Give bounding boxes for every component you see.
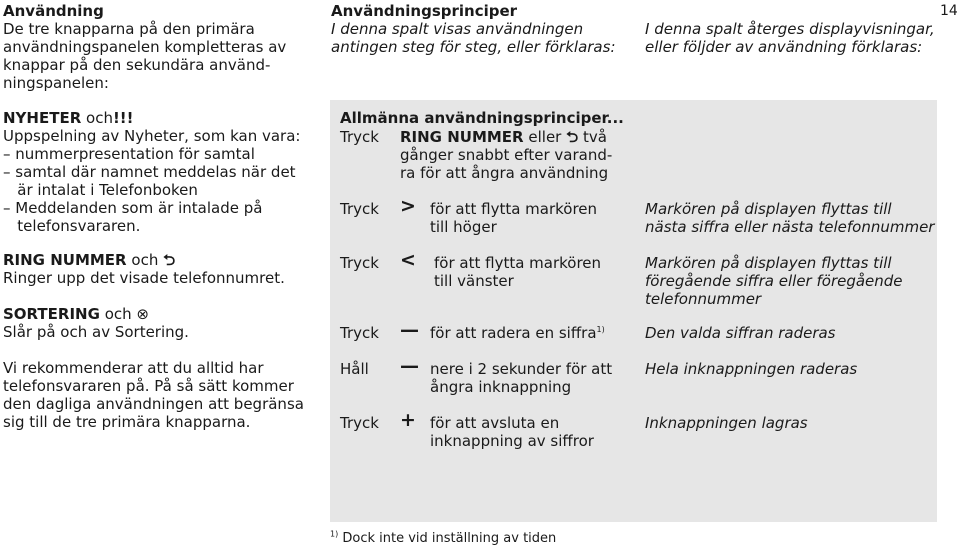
and-text: och <box>104 305 132 323</box>
ring-desc: Ringer upp det visade telefonnumret. <box>3 269 285 287</box>
right-arrow-icon: > <box>400 195 416 217</box>
result-line: nästa siffra eller nästa telefonnummer <box>645 218 935 236</box>
intro-line: användningspanelen kompletteras av <box>3 38 287 56</box>
result-line: föregående siffra eller föregående <box>645 272 903 290</box>
footnote-text: Dock inte vid inställning av tiden <box>342 531 557 546</box>
plus-key-icon: + <box>400 409 416 431</box>
row5-result: Hela inknappningen raderas <box>645 360 858 378</box>
row5-text <box>430 360 612 396</box>
sort-desc: Slår på och av Sortering. <box>3 323 189 341</box>
row-verb: Tryck <box>340 128 379 146</box>
row-verb: Tryck <box>340 414 379 432</box>
display-header <box>645 20 935 56</box>
row3-result <box>645 254 903 308</box>
redial-icon: ⮌ <box>163 251 176 269</box>
page-number: 14 <box>940 3 958 19</box>
row4-text <box>430 324 605 342</box>
intro-line: De tre knapparna på den primära <box>3 20 255 38</box>
recommend-line: telefonsvararen på. På så sätt kommer <box>3 377 294 395</box>
or-text: eller <box>528 128 562 146</box>
intro-line: knappar på den sekundära använd- <box>3 56 271 74</box>
sort-key: SORTERING <box>3 305 100 323</box>
row6-line: inknappning av siffror <box>430 432 594 450</box>
sort-section <box>3 305 323 341</box>
nyheter-item: telefonsvararen. <box>3 217 141 235</box>
nyheter-key: NYHETER <box>3 109 82 127</box>
principles-line: I denna spalt visas användningen <box>331 20 584 38</box>
result-line: Markören på displayen flyttas till <box>645 200 892 218</box>
section-title: Användning <box>3 2 104 20</box>
principles-line: antingen steg för steg, eller förklaras: <box>331 38 616 56</box>
and-text: och <box>86 109 113 127</box>
nyheter-section <box>3 109 323 235</box>
row3-line: till vänster <box>434 272 514 290</box>
left-column <box>3 2 323 92</box>
row2-line: för att flytta markören <box>430 200 598 218</box>
row2-text <box>430 200 597 236</box>
ring-key: RING NUMMER <box>400 128 524 146</box>
row5-line: ångra inknappning <box>430 378 572 396</box>
recommend-line: den dagliga användningen att begränsa <box>3 395 304 413</box>
result-line: Markören på displayen flyttas till <box>645 254 892 272</box>
row4-line: för att radera en siffra <box>430 324 597 342</box>
row-verb: Tryck <box>340 254 379 272</box>
row2-result <box>645 200 934 236</box>
row1-line: ra för att ångra användning <box>400 164 609 182</box>
redial-icon: ⮌ <box>566 128 579 146</box>
principles-title: Användningsprinciper <box>331 2 518 20</box>
ring-section <box>3 251 323 287</box>
row1-line: gånger snabbt efter varand- <box>400 146 613 164</box>
sort-icon: ⊗ <box>136 305 149 323</box>
nyheter-item: – Meddelanden som är intalade på <box>3 199 263 217</box>
result-line: telefonnummer <box>645 290 762 308</box>
display-line: eller följder av användning förklaras: <box>645 38 923 56</box>
recommend-line: sig till de tre primära knapparna. <box>3 413 251 431</box>
row-verb: Tryck <box>340 200 379 218</box>
recommend-line: Vi rekommenderar att du alltid har <box>3 359 264 377</box>
row6-line: för att avsluta en <box>430 414 560 432</box>
principles-header <box>331 2 641 56</box>
left-arrow-icon: < <box>400 249 416 271</box>
nyheter-item: är intalat i Telefonboken <box>3 181 198 199</box>
footnote-ref: 1) <box>596 325 605 334</box>
twice-text: två <box>582 128 607 146</box>
and-text: och <box>131 251 159 269</box>
nyheter-desc: Uppspelning av Nyheter, som kan vara: <box>3 127 301 145</box>
box-heading: Allmänna användningsprinciper... <box>340 109 624 127</box>
nyheter-item: – nummerpresentation för samtal <box>3 145 255 163</box>
row6-result: Inknappningen lagras <box>645 414 808 432</box>
row-verb: Tryck <box>340 324 379 342</box>
nyheter-icon: !!! <box>112 109 134 127</box>
display-line: I denna spalt återges displayvisningar, <box>645 20 935 38</box>
intro-line: ningspanelen: <box>3 74 109 92</box>
row3-text <box>434 254 601 290</box>
footnote <box>330 530 556 548</box>
footnote-mark: 1) <box>330 529 339 539</box>
row1-text <box>400 128 640 182</box>
minus-key-icon: — <box>400 355 419 377</box>
nyheter-item: – samtal där namnet meddelas när det <box>3 163 296 181</box>
row-verb: Håll <box>340 360 369 378</box>
minus-key-icon: — <box>400 319 419 341</box>
row2-line: till höger <box>430 218 497 236</box>
recommend-section <box>3 359 323 431</box>
row4-result: Den valda siffran raderas <box>645 324 836 342</box>
ring-key: RING NUMMER <box>3 251 127 269</box>
row5-line: nere i 2 sekunder för att <box>430 360 613 378</box>
row6-text <box>430 414 594 450</box>
row3-line: för att flytta markören <box>434 254 602 272</box>
